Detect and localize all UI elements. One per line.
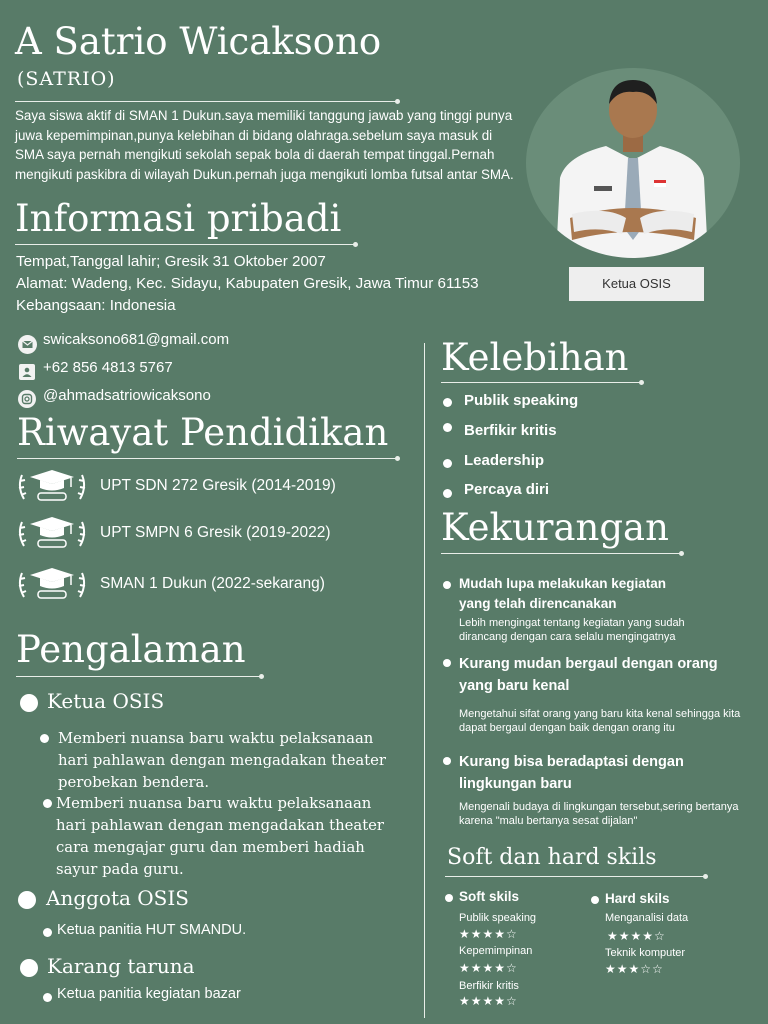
email-text: swicaksono681@gmail.com xyxy=(43,331,230,348)
contact-phone[interactable] xyxy=(18,359,278,381)
skill-name: Berfikir kritis xyxy=(459,980,519,992)
photo-caption xyxy=(569,267,704,301)
education-text: UPT SMPN 6 Gresik (2019-2022) xyxy=(100,524,331,541)
skills-title: Soft dan hard skils xyxy=(447,845,657,870)
weakness-title: Kurang mudan bergaul dengan orang yang baru kenal xyxy=(459,656,718,694)
bullet-icon xyxy=(443,459,452,468)
birth-info: Tempat,Tanggal lahir; Gresik 31 Oktober 2007 xyxy=(16,253,326,270)
skill-name: Menganalisi data xyxy=(605,912,689,924)
skill-rating: ★★★★☆ xyxy=(607,929,666,943)
weakness-desc: Mengetahui sifat orang yang baru kita kenal sehingga kita dapat bergaul dengan baik dengan orang itu xyxy=(459,708,741,734)
experience-title: Pengalaman xyxy=(16,628,246,671)
experience-item: Ketua panitia HUT SMANDU. xyxy=(57,922,247,938)
skill-name: Publik speaking xyxy=(459,912,537,924)
bullet-icon xyxy=(443,581,451,589)
divider xyxy=(16,676,261,677)
weakness-title: Mudah lupa melakukan kegiatan yang telah direncanakan xyxy=(459,576,667,611)
skill-rating: ★★★★☆ xyxy=(459,927,518,941)
phone-text: +62 856 4813 5767 xyxy=(43,359,173,376)
education-item xyxy=(16,514,376,554)
skill-rating: ★★★☆☆ xyxy=(605,962,664,976)
bullet-icon xyxy=(43,928,52,937)
divider xyxy=(445,876,705,877)
bullet-icon xyxy=(443,398,452,407)
graduation-cap-icon xyxy=(16,467,88,505)
personal-info-title: Informasi pribadi xyxy=(15,197,342,240)
nationality-info: Kebangsaan: Indonesia xyxy=(16,297,176,314)
experience-item: Ketua panitia kegiatan bazar xyxy=(57,986,241,1002)
education-item xyxy=(16,467,376,507)
instagram-text: @ahmadsatriowicaksono xyxy=(43,387,211,404)
bullet-icon xyxy=(443,659,451,667)
vertical-divider xyxy=(424,343,425,1018)
education-text: UPT SDN 272 Gresik (2014-2019) xyxy=(100,477,336,494)
bullet-icon xyxy=(20,959,38,977)
skill-name: Kepemimpinan xyxy=(459,945,533,957)
education-title: Riwayat Pendidikan xyxy=(17,411,389,454)
education-text: SMAN 1 Dukun (2022-sekarang) xyxy=(100,575,325,592)
strength-item: Publik speaking xyxy=(464,392,579,409)
graduation-cap-icon xyxy=(16,565,88,603)
weakness-desc: Lebih mengingat tentang kegiatan yang sudah dirancang dengan cara selalu mengingatnya xyxy=(459,617,685,643)
strength-item: Berfikir kritis xyxy=(464,422,557,439)
hard-skills-title: Hard skils xyxy=(605,891,670,906)
divider xyxy=(15,244,355,245)
bullet-icon xyxy=(443,757,451,765)
strengths-title: Kelebihan xyxy=(441,336,629,379)
contact-instagram[interactable] xyxy=(18,387,278,409)
bullet-icon xyxy=(18,891,36,909)
graduation-cap-icon xyxy=(16,514,88,552)
photo-caption-text: Ketua OSIS xyxy=(602,276,671,291)
bio-text: Saya siswa aktif di SMAN 1 Dukun.saya memiliki tanggung jawab yang tinggi punya juwa kepemimpinan,punya kelebihan di bidang olahraga.sebelum saya masuk di SMA saya pernah mengikuti sekolah sepak bola di daerah tempat tinggal.Pernah mengikuti paskibra di wilayah Dukun.pernah juga mengikuti lomba futsal antar SMA. xyxy=(15,108,514,182)
divider xyxy=(441,382,641,383)
skill-rating: ★★★★☆ xyxy=(459,994,518,1008)
divider xyxy=(15,101,397,102)
contact-card-icon xyxy=(19,364,35,380)
contact-email[interactable] xyxy=(18,331,278,353)
experience-item: Memberi nuansa baru waktu pelaksanaan hari pahlawan dengan mengadakan theater cara mengajar guru dan memberi hadiah sayur pada guru. xyxy=(56,795,385,878)
bullet-icon xyxy=(43,993,52,1002)
bullet-icon xyxy=(443,489,452,498)
weaknesses-title: Kekurangan xyxy=(441,506,669,549)
strength-item: Percaya diri xyxy=(464,481,550,498)
personal-info-list xyxy=(16,251,479,317)
education-item xyxy=(16,565,376,605)
soft-skills-title: Soft skils xyxy=(459,889,520,904)
address-info: Alamat: Wadeng, Kec. Sidayu, Kabupaten Gresik, Jawa Timur 61153 xyxy=(16,275,479,292)
bullet-icon xyxy=(443,423,452,432)
student-figure xyxy=(526,68,740,258)
bullet-icon xyxy=(445,894,453,902)
weakness-desc: Mengenali budaya di lingkungan tersebut,sering bertanya karena "malu bertanya sesat dijalan" xyxy=(459,801,739,827)
mail-icon xyxy=(18,335,37,354)
profile-photo xyxy=(526,68,740,258)
weakness-title: Kurang bisa beradaptasi dengan lingkungan baru xyxy=(459,754,684,792)
experience-role: Karang taruna xyxy=(47,954,195,978)
experience-role: Ketua OSIS xyxy=(47,689,165,713)
bullet-icon xyxy=(43,799,52,808)
bullet-icon xyxy=(591,896,599,904)
name-heading: A Satrio Wicaksono xyxy=(15,20,382,63)
experience-role: Anggota OSIS xyxy=(46,886,189,910)
strength-item: Leadership xyxy=(464,452,545,469)
bullet-icon xyxy=(20,694,38,712)
instagram-icon xyxy=(18,390,36,408)
experience-item: Memberi nuansa baru waktu pelaksanaan hari pahlawan dengan mengadakan theater perobekan bendera. xyxy=(58,730,387,791)
divider xyxy=(17,458,397,459)
nickname: (SATRIO) xyxy=(17,68,116,90)
skill-name: Teknik komputer xyxy=(605,947,686,959)
bullet-icon xyxy=(40,734,49,743)
skill-rating: ★★★★☆ xyxy=(459,961,518,975)
divider xyxy=(441,553,681,554)
